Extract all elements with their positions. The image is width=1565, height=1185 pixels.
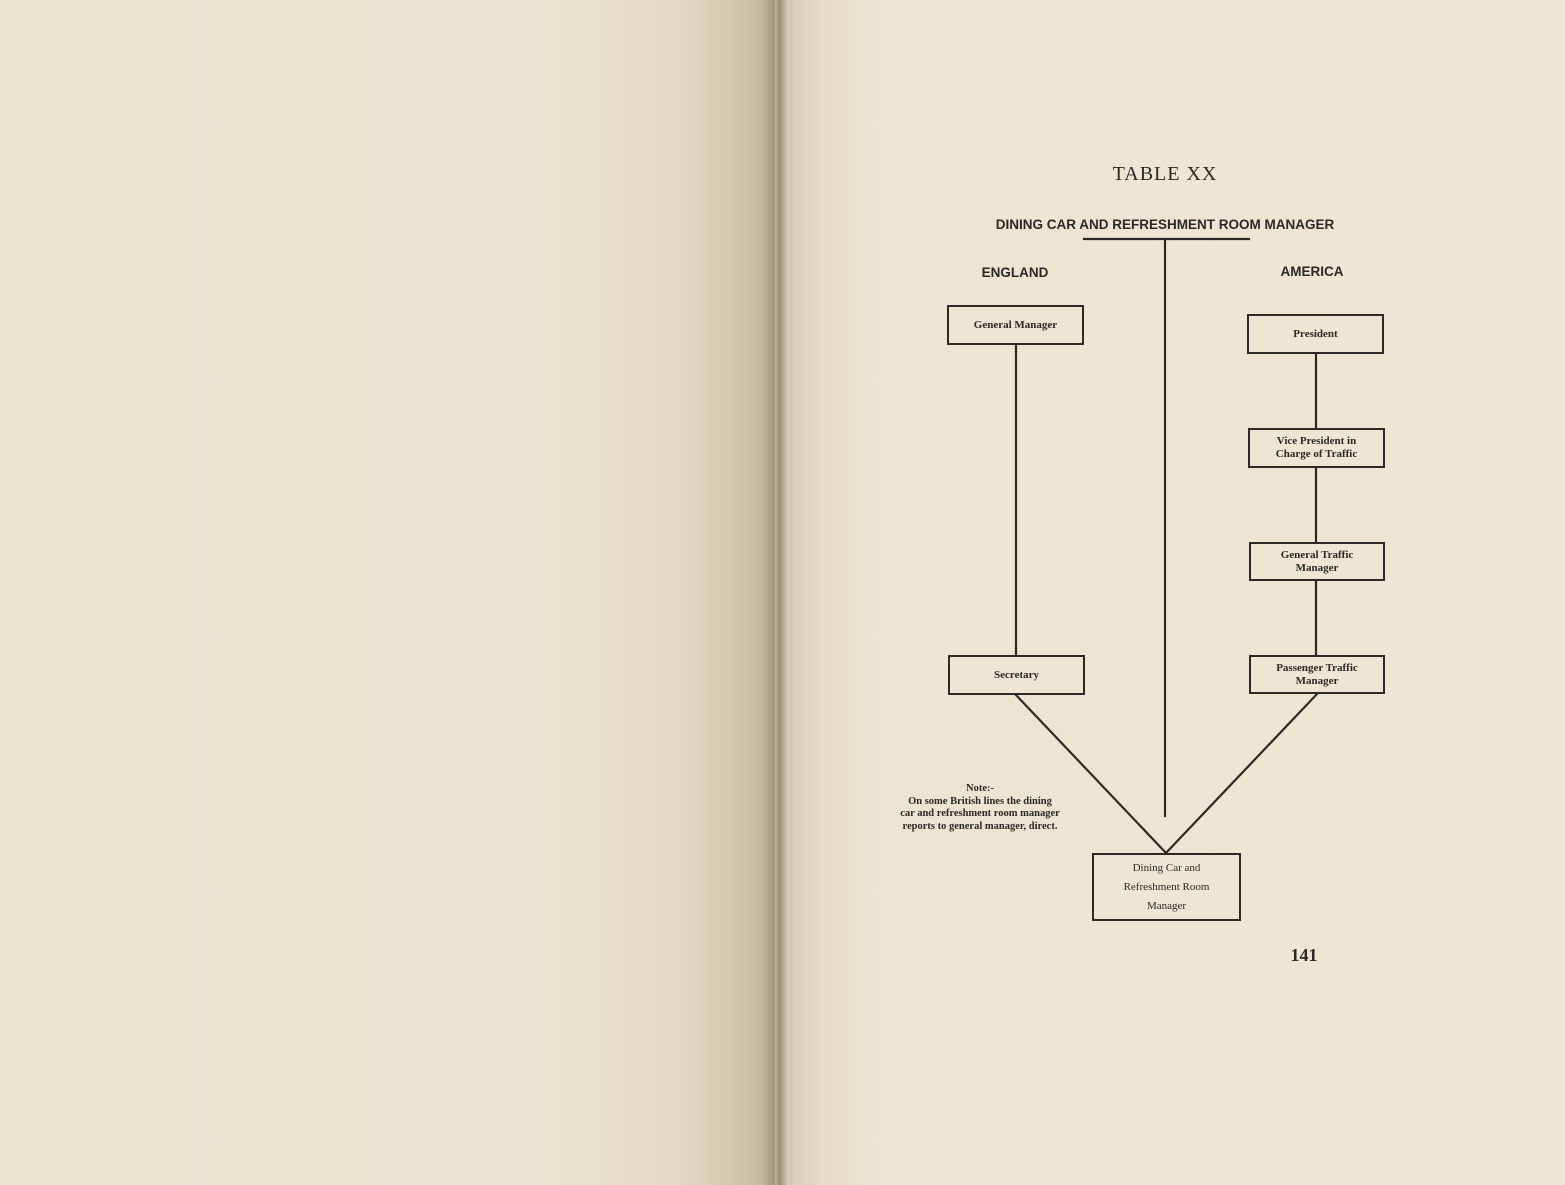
box-president-label: President <box>1293 327 1338 340</box>
table-title: TABLE XX <box>1112 163 1218 185</box>
footnote: Note:- On some British lines the dining car and refreshment room manager reports to general manager, direct. <box>900 783 1060 832</box>
box-vice-president <box>1248 428 1385 468</box>
box-vice-president-label: Vice President in Charge of Traffic <box>1275 435 1358 460</box>
box-general-traffic-manager <box>1249 542 1385 581</box>
box-dining-car-manager-label: Dining Car and Refreshment Room Manager <box>1123 861 1210 912</box>
box-general-manager <box>947 305 1084 345</box>
page-number: 141 <box>1290 945 1318 965</box>
column-label-england: ENGLAND <box>981 265 1049 280</box>
box-president <box>1247 314 1384 354</box>
box-passenger-traffic-manager-label: Passenger Traffic Manager <box>1276 661 1358 687</box>
connector-passenger-traffic-to-dining-manager <box>1166 694 1317 853</box>
box-general-traffic-manager-label: General Traffic Manager <box>1280 548 1354 574</box>
box-passenger-traffic-manager <box>1249 655 1385 694</box>
box-secretary-label: Secretary <box>994 668 1039 681</box>
column-label-america: AMERICA <box>1280 264 1344 279</box>
box-secretary <box>948 655 1085 695</box>
diagram-heading: DINING CAR AND REFRESHMENT ROOM MANAGER <box>995 217 1335 232</box>
box-dining-car-manager <box>1092 853 1241 921</box>
box-general-manager-label: General Manager <box>973 318 1058 331</box>
